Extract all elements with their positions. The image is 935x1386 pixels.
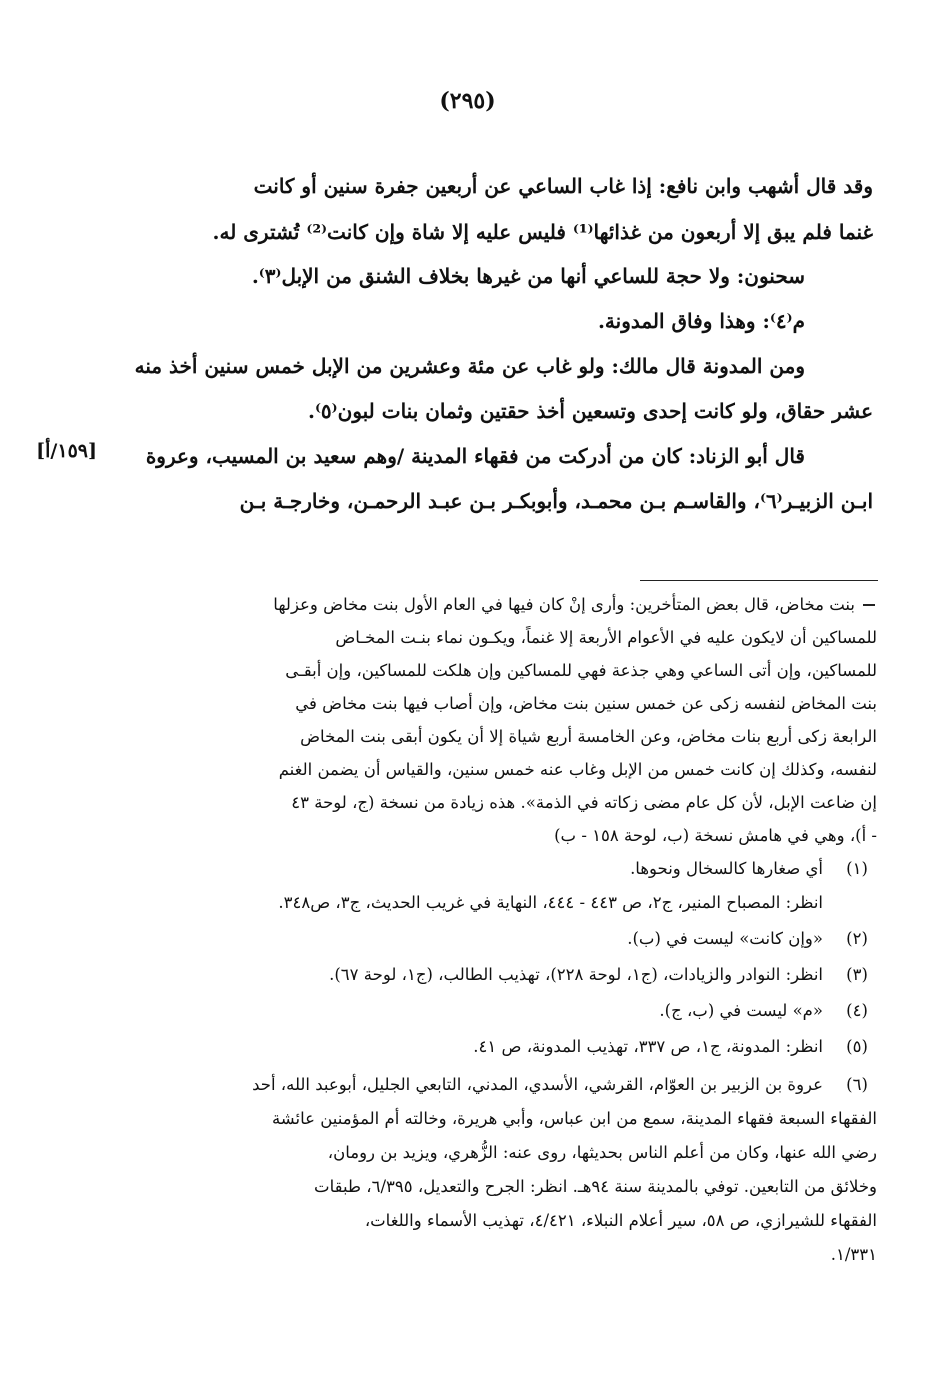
footnote-line: ١/٣٣١. (830, 1245, 877, 1264)
footnote-continuation-line: - أ)، وهي في هامش نسخة (ب، لوحة ١٥٨ - ب) (554, 826, 877, 845)
footnote-separator (640, 580, 878, 581)
footnote-number: (٤) (846, 1001, 868, 1020)
footnote-number: (٥) (846, 1037, 868, 1056)
footnote-number: (١) (846, 859, 868, 878)
main-text-line: ومن المدونة قال مالك: ولو غاب عن مئة وعشرين من الإبل خمس سنين أخذ منه (134, 354, 805, 378)
page-number: (٢٩٥) (439, 88, 496, 114)
main-text-line: م⁽٤⁾: وهذا وفاق المدونة. (597, 309, 805, 333)
footnote-line: «م» ليست في (ب، ج). (659, 1001, 823, 1020)
footnote-line: الفقهاء السبعة فقهاء المدينة، سمع من ابن عباس، وأبي هريرة، وخالته أم المؤمنين عائشة (271, 1109, 877, 1128)
footnote-line: انظر: النوادر والزيادات، (ج١، لوحة ٢٢٨)، تهذيب الطالب، (ج١، لوحة ٦٧). (329, 965, 823, 984)
footnote-continuation-line: إن ضاعت الإبل، لأن كل عام مضى زكاته في الذمة». هذه زيادة من نسخة (ج، لوحة ٤٣ (291, 793, 877, 812)
footnote-line: عروة بن الزبير بن العوّام، القرشي، الأسدي، المدني، التابعي الجليل، أبوعبد الله، أحد (252, 1075, 823, 1094)
footnote-line: وخلائق من التابعين. توفي بالمدينة سنة ٩٤هـ. انظر: الجرح والتعديل، ٦/٣٩٥، طبقات (314, 1177, 877, 1196)
main-text-line: قال أبو الزناد: كان من أدركت من فقهاء المدينة /وهم سعيد بن المسيب، وعروة (145, 444, 805, 468)
main-text-line: وقد قال أشهب وابن نافع: إذا غاب الساعي عن أربعين جفرة سنين أو كانت (253, 174, 873, 198)
continuation-dash (863, 604, 875, 606)
margin-folio-reference: [١٥٩/أ] (36, 440, 97, 462)
footnote-number: (٣) (846, 965, 868, 984)
footnote-continuation-line: الرابعة زكى أربع بنات مخاض، وعن الخامسة أربع شياة إلا أن يكون أبقى بنت المخاض (300, 727, 877, 746)
footnote-line: انظر: المدونة، ج١، ص ٣٣٧، تهذيب المدونة، ص ٤١. (473, 1037, 823, 1056)
footnote-continuation-line: لنفسه، وكذلك إن كانت خمس من الإبل وغاب عنه خمس سنين، والقياس أن يضمن الغنم (278, 760, 877, 779)
footnote-line: انظر: المصباح المنير، ج٢، ص ٤٤٣ - ٤٤٤، النهاية في غريب الحديث، ج٣، ص٣٤٨. (278, 893, 823, 912)
main-text-line: سحنون: ولا حجة للساعي أنها من غيرها بخلاف الشنق من الإبل⁽٣⁾. (251, 264, 805, 288)
footnote-line: أي صغارها كالسخال ونحوها. (630, 859, 823, 878)
main-text-line: ابـن الزبيـر⁽٦⁾، والقاسـم بـن محمـد، وأبوبكـر بـن عبـد الرحمـن، وخارجـة بـن (239, 489, 873, 513)
footnote-number: (٢) (846, 929, 868, 948)
footnote-continuation-line: بنت المخاض لنفسه زكى عن خمس سنين بنت مخاض، وإن أصاب فيها بنت مخاض في (295, 694, 877, 713)
footnote-number: (٦) (846, 1075, 868, 1094)
footnote-line: «وإن كانت» ليست في (ب). (627, 929, 823, 948)
footnote-continuation-line: للمساكين، وإن أتى الساعي وهي جذعة فهي للمساكين وإن هلكت للمساكين، وإن أبقـى (285, 661, 877, 680)
main-text-line: عشر حقاق، ولو كانت إحدى وتسعين أخذ حقتين وثمان بنات لبون⁽٥⁾. (308, 399, 873, 423)
footnote-line: الفقهاء للشيرازي، ص ٥٨، سير أعلام النبلاء، ٤/٤٢١، تهذيب الأسماء واللغات، (364, 1211, 877, 1230)
footnote-continuation-line: بنت مخاض، قال بعض المتأخرين: وأرى إنْ كان فيها في العام الأول بنت مخاض وعزلها (273, 595, 855, 614)
main-text-line: غنما فلم يبق إلا أربعون من غذائها⁽¹⁾ فليس عليه إلا شاة وإن كانت⁽²⁾ تُشترى له. (212, 220, 873, 244)
footnote-line: رضي الله عنها، وكان من أعلم الناس بحديثها، روى عنه: الزُّهري، ويزيد بن رومان، (327, 1143, 877, 1162)
footnote-continuation-line: للمساكين أن لايكون عليه في الأعوام الأربعة إلا غنماً، ويكـون نماء بنـت المخـاض (335, 628, 877, 647)
